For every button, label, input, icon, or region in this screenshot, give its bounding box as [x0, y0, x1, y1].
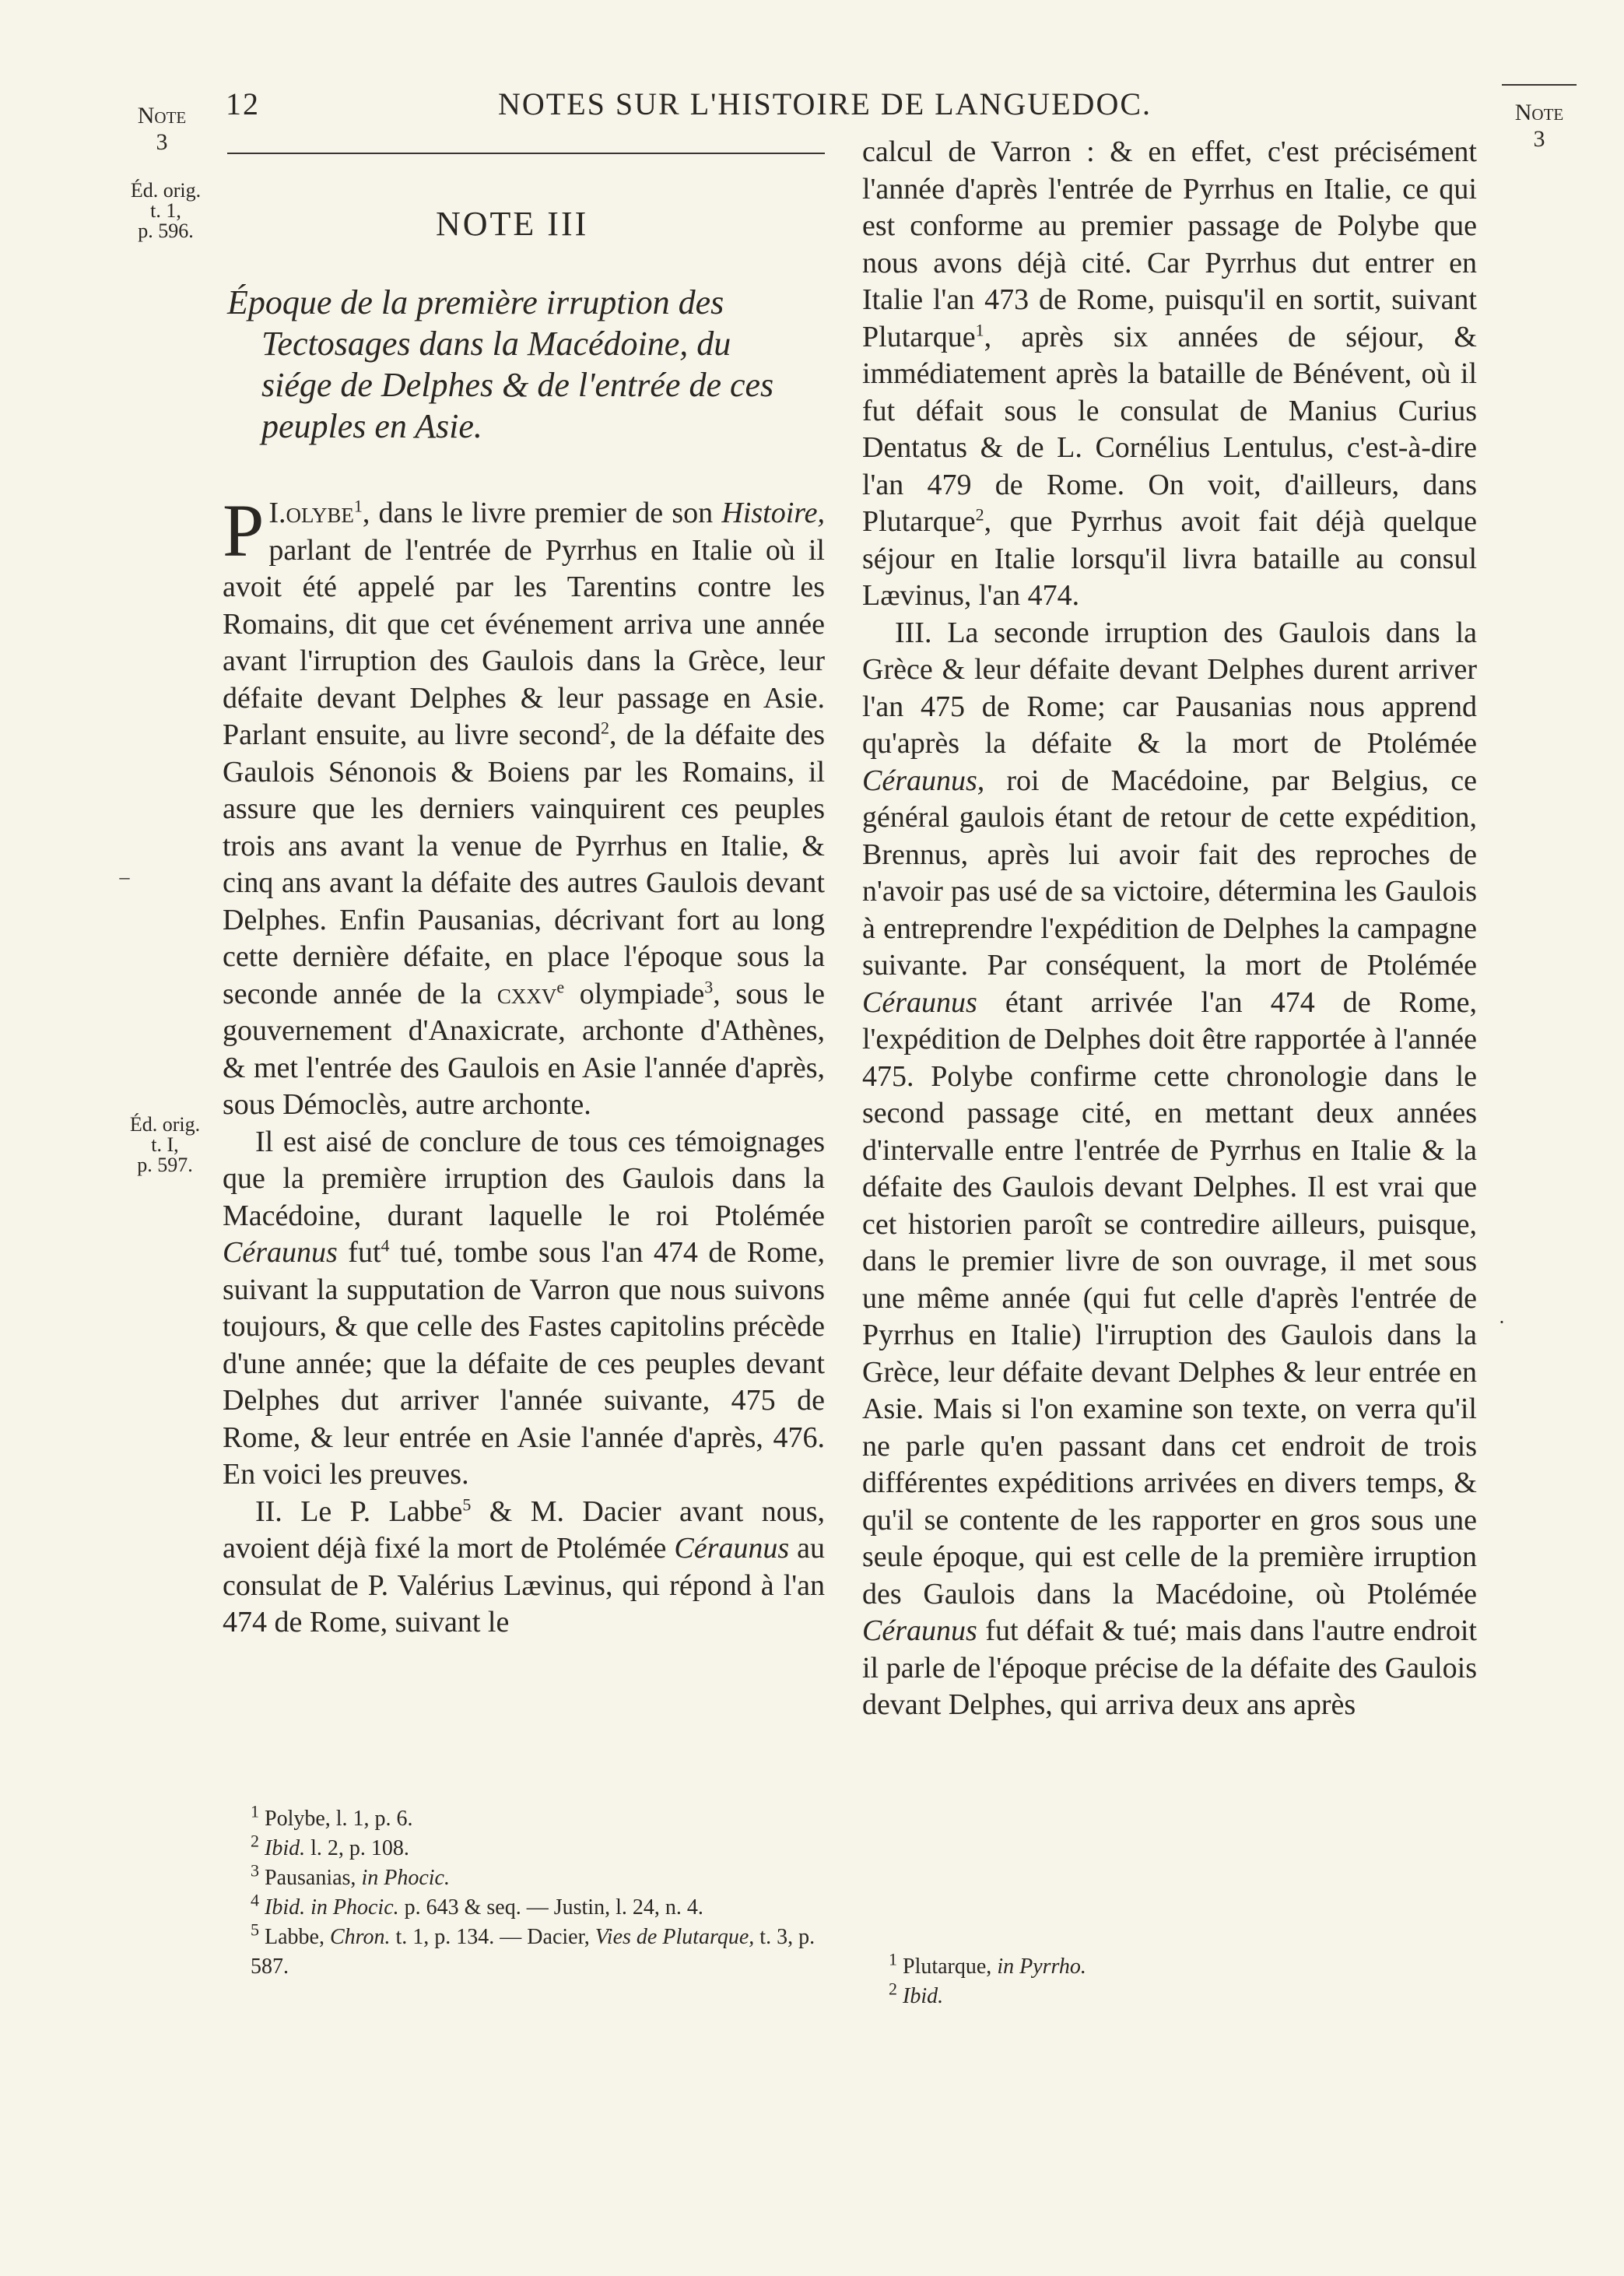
subtitle-line: Tectosages dans la Macédoine, du — [261, 325, 731, 363]
footnote-number: 1 — [251, 1801, 259, 1821]
left-column — [223, 489, 826, 1642]
text-run: III. La seconde irruption des Gaulois dans la Grèce & leur défaite devant Delphes durent arriver l'an 475 de Rome; car Pausanias nous apprend qu'après la défaite & la mort de Ptolémée — [862, 616, 1477, 760]
footnote-italic: Vies de Plutarque, — [595, 1925, 755, 1949]
footnote-number: 1 — [889, 1949, 897, 1969]
section-number: I. — [268, 497, 286, 529]
footnote — [226, 1801, 825, 1834]
text-run: fut — [337, 1236, 381, 1269]
text-run: , que Pyrrhus avoit fait déjà quelque séjour en Italie lorsqu'il livra bataille au consul Lævinus, l'an 474. — [862, 505, 1477, 612]
subtitle-line: Époque de la première irruption des — [227, 283, 724, 321]
text-run: , de la défaite des Gaulois Sénonois & Boiens par les Romains, il assure que les derniers vainquirent ces peuples trois ans avant la venue de Pyrrhus en Italie, & cinq ans avant la défaite des autres Gaulois devant Delphes. Enfin Pausanias, décrivant fort au long cette dernière défaite, en place l'époque sous la seconde année de la — [223, 718, 826, 1010]
text-run: II. Le P. Labbe — [255, 1495, 463, 1528]
footnote-number: 3 — [251, 1860, 259, 1881]
footnote-text: t. 1, p. 134. — Dacier, — [390, 1925, 595, 1949]
running-title: NOTES SUR L'HISTOIRE DE LANGUEDOC. — [498, 86, 1152, 121]
text-run: , dans le livre premier de son — [362, 497, 722, 529]
ed-orig-label: Éd. orig. — [129, 1113, 201, 1136]
paragraph-r2 — [862, 615, 1477, 1724]
left-ed-orig-1 — [115, 181, 216, 241]
footnote-number: 2 — [889, 1979, 897, 1999]
footnote — [226, 1831, 825, 1863]
text-run: & M. Dacier avant nous, avoient déjà fixé la mort de Ptolémée — [223, 1495, 825, 1565]
text-run: olympiade — [564, 977, 705, 1010]
left-footnotes — [226, 1801, 825, 1982]
footnote-ref: 2 — [601, 718, 609, 738]
note-number: 3 — [156, 129, 168, 155]
text-run: au consulat de P. Valérius Lævinus, qui répond à l'an 474 de Rome, suivant le — [223, 1532, 825, 1639]
footnote-italic: Chron. — [329, 1925, 391, 1949]
right-margin-rule — [1502, 84, 1577, 86]
footnote-number: 5 — [251, 1919, 259, 1940]
text-run: calcul de Varron : & en effet, c'est précisément l'année d'après l'entrée de Pyrrhus en Italie, ce qui est conforme au premier passage de Polybe que nous avons déjà cité. Car Pyrrhus dut entrer en Italie l'an 473 de Rome, puisqu'il en sortit, suivant Plutarque — [862, 135, 1477, 353]
italic-run: Céraunus — [862, 1614, 977, 1647]
note-heading: NOTE III — [436, 205, 589, 243]
footnote — [865, 1949, 1472, 1982]
footnote-text: l. 2, p. 108. — [305, 1836, 409, 1860]
ed-orig-tome: t. I, — [151, 1133, 179, 1156]
footnote-italic: in Pyrrho. — [997, 1955, 1086, 1979]
footnote-ref: 3 — [704, 976, 714, 996]
text-run: , après six années de séjour, & immédiatement après la bataille de Bénévent, où il fut défait sous le consulat de Manius Curius Dentatus & de L. Cornélius Lentulus, c'est-à-dire l'an 479 de Rome. On voit, d'ailleurs, dans Plutarque — [862, 320, 1477, 538]
margin-dash: – — [119, 866, 130, 888]
footnote-text: Plutarque, — [903, 1955, 998, 1979]
footnote — [226, 1919, 825, 1982]
note-number: 3 — [1533, 126, 1545, 152]
note-subtitle — [227, 282, 826, 447]
drop-cap: P — [223, 489, 265, 572]
olympiad-number: cxxv — [496, 977, 557, 1010]
footnote-ref: 4 — [381, 1235, 390, 1256]
ed-orig-page: p. 597. — [137, 1154, 193, 1176]
text-run: roi de Macédoine, par Belgius, ce général gaulois étant de retour de cette expédition, Brennus, après lui avoir fait des reproches de n'avoir pas usé de sa victoire, détermina les Gaulois à entreprendre l'expédition de Delphes la campagne suivante. Par conséquent, la mort de Ptolémée — [862, 764, 1477, 982]
superscript: e — [556, 976, 565, 996]
italic-run: Histoire, — [721, 497, 825, 529]
paragraph-r1 — [862, 134, 1477, 615]
text-run: Il est aisé de conclure de tous ces témoignages que la première irruption des Gaulois dans la Macédoine, durant laquelle le roi Ptolémée — [223, 1125, 825, 1232]
footnote-number: 4 — [251, 1890, 259, 1910]
footnote-text: Pausanias, — [265, 1866, 362, 1890]
text-run: étant arrivée l'an 474 de Rome, l'expédition de Delphes doit être rapportée à l'année 475. Polybe confirme cette chronologie dans le second passage cité, en mettant deux années d'intervalle entre l'entrée de Pyrrhus en Italie & la défaite des Gaulois devant Delphes. Il est vrai que cet historien paroît se contredire ailleurs, puisque, dans le premier livre de son ouvrage, il met sous une même année (qui fut celle d'après l'entrée de Pyrrhus en Italie) l'irruption des Gaulois dans la Grèce, leur défaite devant Delphes & leur entrée en Asie. Mais si l'on examine son texte, on verra qu'il ne parle qu'en passant dans cet endroit de trois différentes expéditions arrivées en divers temps, & qu'il se contente de les rapporter en gros sous une seule époque, qui est celle de la première irruption des Gaulois dans la Macédoine, où Ptolémée — [862, 985, 1477, 1610]
footnote-italic: Ibid. in Phocic. — [265, 1895, 399, 1919]
page-number: 12 — [226, 86, 260, 121]
footnote-ref: 5 — [462, 1494, 472, 1514]
italic-run: Céraunus, — [862, 764, 985, 797]
note-label-text: Note — [1514, 100, 1564, 125]
right-footnotes — [865, 1949, 1472, 2011]
left-ed-orig-2 — [110, 1115, 219, 1175]
italic-run: Céraunus — [674, 1532, 790, 1565]
footnote-ref: 1 — [975, 319, 984, 339]
text-run: tué, tombe sous l'an 474 de Rome, suivant la supputation de Varron que nous suivons toujours, & que celle des Fastes capitolins précède d'une année; que la défaite de ces peuples devant Delphes dut arriver l'année suivante, 475 de Rome, & leur entrée en Asie l'année d'après, 476. En voici les preuves. — [223, 1236, 826, 1491]
ed-orig-page: p. 596. — [138, 220, 194, 242]
subtitle-line: peuples en Asie. — [261, 407, 482, 445]
smallcaps-word: olybe — [286, 497, 354, 529]
footnote-italic: Ibid. — [265, 1836, 306, 1860]
footnote-ref: 1 — [353, 496, 363, 516]
footnote-text: Polybe, l. 1, p. 6. — [265, 1807, 413, 1831]
paragraph-1 — [223, 489, 826, 1124]
text-run: , sous le gouvernement d'Anaxicrate, archonte d'Athènes, & met l'entrée des Gaulois en Asie l'année d'après, sous Démoclès, autre archonte. — [223, 977, 826, 1121]
left-note-label — [115, 103, 209, 156]
paragraph-3 — [223, 1494, 825, 1642]
right-column — [862, 134, 1477, 1724]
text-run: parlant de l'entrée de Pyrrhus en Italie où il avoit été appelé par les Tarentins contre les Romains, dit que cet événement arriva une année avant l'irruption des Gaulois dans la Grèce, leur défaite devant Delphes & leur passage en Asie. Parlant ensuite, au livre second — [223, 533, 825, 751]
footnote-number: 2 — [251, 1831, 259, 1851]
header-rule — [227, 153, 825, 154]
paragraph-2 — [223, 1124, 825, 1494]
footnote-italic: in Phocic. — [361, 1866, 450, 1890]
footnote-text: Labbe, — [265, 1925, 330, 1949]
footnote-italic: Ibid. — [903, 1984, 944, 2008]
footnote — [226, 1890, 825, 1923]
margin-dot: · — [1498, 1311, 1506, 1333]
footnote-text: t. 3, p. 587. — [251, 1925, 816, 1979]
subtitle-line: siége de Delphes & de l'entrée de ces — [261, 366, 774, 404]
italic-run: Céraunus — [223, 1236, 338, 1269]
footnote — [226, 1860, 825, 1893]
note-label-text: Note — [137, 103, 187, 128]
right-note-label — [1492, 100, 1586, 153]
footnote-ref: 2 — [975, 504, 984, 525]
footnote-text: p. 643 & seq. — Justin, l. 24, n. 4. — [398, 1895, 703, 1919]
ed-orig-label: Éd. orig. — [130, 179, 202, 202]
italic-run: Céraunus — [862, 985, 977, 1019]
footnote — [865, 1979, 1472, 2011]
ed-orig-tome: t. 1, — [150, 199, 181, 222]
text-run: fut défait & tué; mais dans l'autre endroit il parle de l'époque précise de la défaite des Gaulois devant Delphes, qui arriva deux ans après — [862, 1614, 1477, 1721]
